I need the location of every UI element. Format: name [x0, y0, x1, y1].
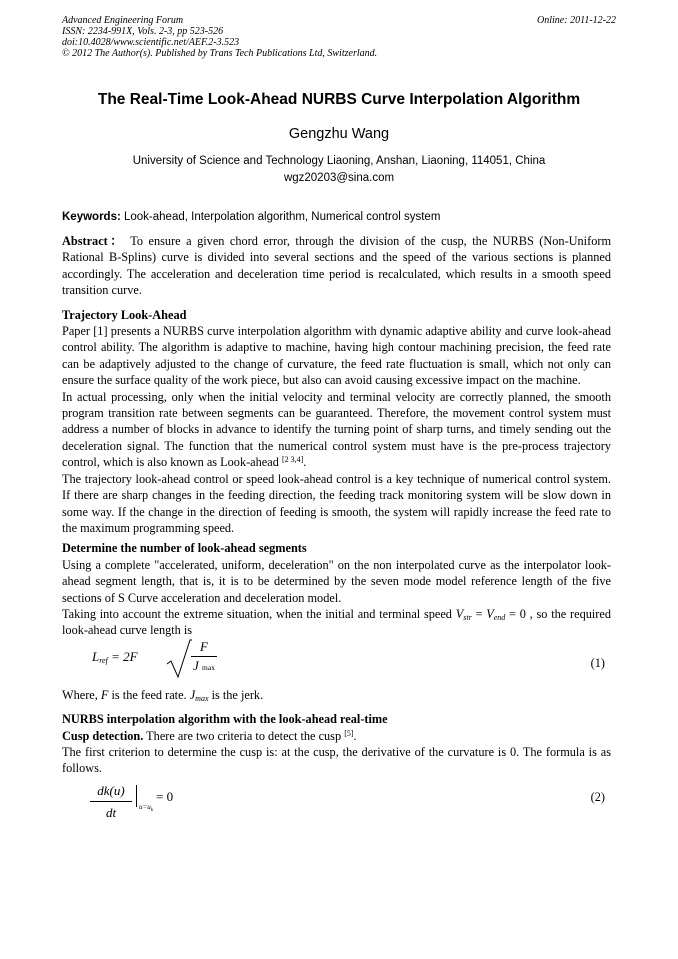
cusp-text: There are two criteria to detect the cusp [143, 728, 345, 743]
evaluation-condition [139, 799, 153, 815]
equation-1-mid: = 2F [107, 648, 138, 664]
fraction-numerator: F [191, 639, 217, 657]
author-affiliation [62, 153, 616, 187]
where-start: Where, [62, 687, 101, 702]
j-sub: max [202, 663, 215, 673]
evaluation-bar [136, 785, 137, 807]
paragraph-5-end: , so the required look-ahead curve length is [62, 606, 611, 638]
v-end-sub: end [493, 612, 506, 622]
online-date: Online: 2011-12-22 [537, 15, 616, 26]
where-f: F [100, 687, 109, 702]
fraction-denominator [191, 657, 217, 676]
l-symbol: L [92, 648, 100, 664]
paragraph-2 [62, 389, 611, 471]
author-name: Gengzhu Wang [288, 126, 390, 142]
affiliation-text: University of Science and Technology Liaoning, Anshan, Liaoning, 114051, China [132, 155, 546, 167]
sqrt-symbol [166, 639, 192, 679]
paragraph-1: Paper [1] presents a NURBS curve interpolation algorithm with dynamic adaptive ability and curve look-ahead control ability. The algorithm is adaptive to machine, having high contour machining precision, the feed rate can be adaptively adjusted to the change of curvature, the feed rate fluctuation is small, which not only can ensure the surface quality of the work piece, but also can avoid causing excessive impact on the machine. [62, 324, 611, 388]
paragraph-3: The trajectory look-ahead control or speed look-ahead control is a key technique of numerical control system. If there are sharp changes in the feeding direction, the feeding track monitoring system will be slow down in some way. If the change in the direction of feeding is smooth, the system will rapidly increase the feed rate to the maximum programming speed. [62, 471, 611, 535]
paragraph-4: Using a complete "accelerated, uniform, deceleration" on the non interpolated curve as the interpolator look-ahead segment length, that is, it is to be determined by the seven mode model reference length of the five sections of S Curve acceleration and deceleration model. [62, 557, 611, 605]
equation-2-rhs: = 0 [156, 788, 174, 804]
keywords-text: Look-ahead, Interpolation algorithm, Numerical control system [120, 211, 441, 223]
v-str-sub: str [463, 612, 472, 622]
equals-sign: = [471, 606, 487, 621]
equation-2 [62, 783, 611, 823]
where-j-sub: max [195, 693, 209, 703]
where-end: is the jerk. [208, 687, 264, 702]
l-sub: ref [99, 655, 108, 665]
where-line [62, 687, 611, 703]
equation-2-number: (2) [590, 789, 605, 804]
derivative-numerator: dk(u) [90, 783, 132, 802]
criterion-paragraph: The first criterion to determine the cusp is: at the cusp, the derivative of the curvature is 0. The formula is as follows. [62, 744, 611, 776]
condition-text: u=u [139, 802, 151, 811]
derivative-denominator: dt [105, 805, 117, 821]
keywords-line [62, 209, 616, 225]
citation-ref: [2 3,4] [281, 455, 304, 465]
issn-line: ISSN: 2234-991X, Vols. 2-3, pp 523-526 [62, 26, 224, 37]
section-heading-trajectory: Trajectory Look-Ahead [62, 307, 187, 322]
section-heading-lookahead: Determine the number of look-ahead segments [62, 541, 307, 556]
paragraph-2-end: . [303, 455, 307, 470]
equation-2-fraction [90, 783, 132, 822]
where-j: J [189, 687, 196, 702]
equation-1-fraction [191, 639, 217, 677]
section-heading-nurbs: NURBS interpolation algorithm with the look-ahead real-time [62, 712, 388, 727]
abstract-label: Abstract： [62, 234, 125, 248]
equation-1-lhs [92, 649, 138, 665]
zero-value: = 0 [505, 606, 526, 621]
cusp-paragraph [62, 728, 611, 744]
author-email: wgz20203@sina.com [283, 172, 395, 184]
keywords-label: Keywords: [62, 211, 121, 223]
doi-line: doi:10.4028/www.scientific.net/AEF.2-3.523 [62, 37, 240, 48]
paragraph-5 [62, 606, 611, 639]
equation-1 [62, 638, 611, 681]
paragraph-5-text: Taking into account the extreme situation, when the initial and terminal speed [62, 606, 456, 621]
journal-header [62, 15, 616, 59]
paper-body [62, 233, 611, 829]
cusp-label: Cusp detection. [62, 728, 144, 743]
paragraph-2-text: In actual processing, only when the initial velocity and terminal velocity are correctly planned, the smooth program transition rate between segments can be guaranteed. Therefore, the movement control system must address a number of blocks in advance to identify the turning point of sharp turns, and timely sending out the deceleration signal. The function that the numerical control system must have is the pre-process trajectory control, which is also known as Look-ahead [62, 389, 611, 470]
copyright-line: © 2012 The Author(s). Published by Trans Tech Publications Ltd, Switzerland. [62, 48, 378, 59]
cusp-citation: [5] [344, 728, 354, 738]
paper-title: The Real-Time Look-Ahead NURBS Curve Interpolation Algorithm [97, 91, 581, 108]
abstract-paragraph [62, 233, 611, 299]
v-end: V [486, 606, 494, 621]
equation-1-number: (1) [590, 655, 605, 670]
abstract-text: To ensure a given chord error, through the division of the cusp, the NURBS (Non-Uniform Rational B-Splins) curve is divided into several sections and the speed of the various sections is planned accordingly. The acceleration and deceleration time period is recalculated, which results in a smooth speed transition curve. [62, 234, 612, 298]
where-mid: is the feed rate. [108, 687, 190, 702]
cusp-end: . [353, 728, 357, 743]
journal-name: Advanced Engineering Forum [62, 15, 184, 26]
condition-sub: k [150, 806, 154, 813]
j-symbol: J [193, 658, 199, 674]
v-str: V [455, 606, 464, 621]
